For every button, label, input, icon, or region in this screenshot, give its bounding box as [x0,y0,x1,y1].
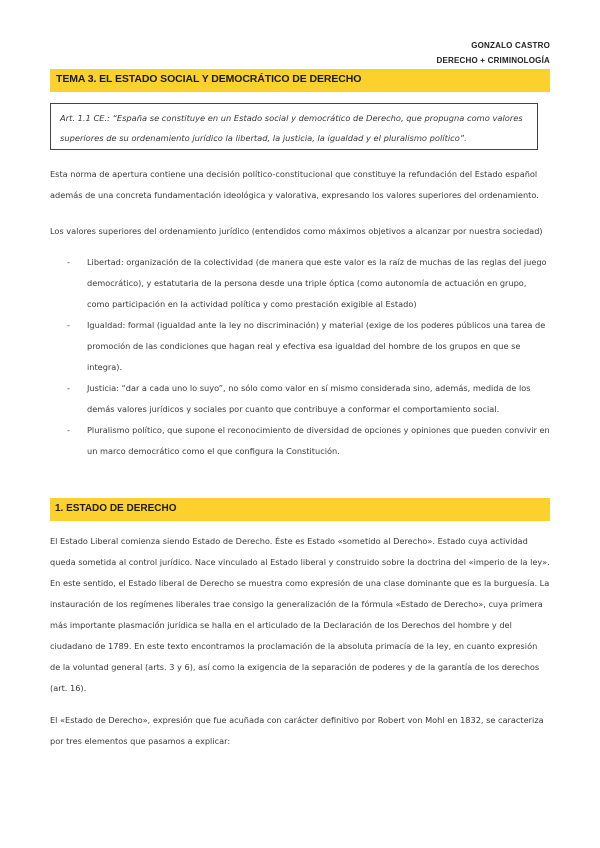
intro-paragraph: Esta norma de apertura contiene una decisión político-constitucional que constituye la refundación del Estado español además de una concreta fundamentación ideológica y valorativa, expresando los valores superiores del ordenamiento. [50,169,539,200]
list-item-text: Justicia: “dar a cada uno lo suyo”, no sólo como valor en sí mismo considerada sino, además, medida de los demás valores jurídicos y sociales por cuanto que contribuye a conformar el comportamiento social. [87,383,531,414]
constitution-quote: Art. 1.1 CE.: “España se constituye en un Estado social y democrático de Derecho, que propugna como valores superiores de su ordenamiento jurídico la libertad, la justicia, la igualdad y el pluralismo político”. [60,113,523,143]
section-paragraph-2: El «Estado de Derecho», expresión que fue acuñada con carácter definitivo por Robert von Mohl en 1832, se caracteriza por tres elementos que pasamos a explicar: [50,715,544,746]
list-item-text: Libertad: organización de la colectividad (de manera que este valor es la raíz de muchas de las reglas del juego democrático), y estatutaria de la persona desde una triple óptica (como autonomía de actuación en grupo, como participación en la actividad política y como prestación exigible al Estado) [87,257,547,309]
section-paragraph-1: El Estado Liberal comienza siendo Estado de Derecho. Éste es Estado «sometido al Derecho». Estado cuya actividad queda sometida al control jurídico. Nace vinculado al Estado liberal y construido sobre la doctrina del «imperio de la ley». En este sentido, el Estado liberal de Derecho se muestra como expresión de una clase dominante que es la burguesía. La instauración de los regímenes liberales trae consigo la generalización de la fórmula «Estado de Derecho», cuya primera más importante plasmación jurídica se halla en el articulado de la Declaración de los Derechos del hombre y del ciudadano de 1789. En este texto encontramos la proclamación de la absoluta primacía de la ley, en cuanto expresión de la voluntad general (arts. 3 y 6), así como la exigencia de la separación de poderes y de la garantía de los derechos (art. 16). [50,536,550,693]
list-item-text: Pluralismo político, que supone el reconocimiento de diversidad de opciones y opiniones que pueden convivir en un marco democrático como el que configura la Constitución. [87,425,550,456]
section-heading-bar [50,498,550,521]
values-list [50,252,550,462]
topic-title-bar [50,69,550,92]
list-dash: - [67,425,70,435]
document-header [436,38,550,68]
list-item-text: Igualdad: formal (igualdad ante la ley no discriminación) y material (exige de los poderes públicos una tarea de promoción de las condiciones que hagan real y efectiva esa igualdad del hombre de los grupos en que se integra). [87,320,546,372]
constitution-quote-box [50,103,538,150]
list-item [50,378,550,420]
list-dash: - [67,383,70,393]
list-item [50,315,550,378]
section-heading: 1. ESTADO DE DERECHO [55,503,177,514]
list-item [50,252,550,315]
list-item [50,420,550,462]
course-name: DERECHO + CRIMINOLOGÍA [436,56,550,65]
list-dash: - [67,257,70,267]
list-dash: - [67,320,70,330]
values-intro: Los valores superiores del ordenamiento jurídico (entendidos como máximos objetivos a alcanzar por nuestra sociedad) [50,226,543,236]
author-name: GONZALO CASTRO [471,41,550,50]
topic-title: TEMA 3. EL ESTADO SOCIAL Y DEMOCRÁTICO DE DERECHO [56,73,362,85]
